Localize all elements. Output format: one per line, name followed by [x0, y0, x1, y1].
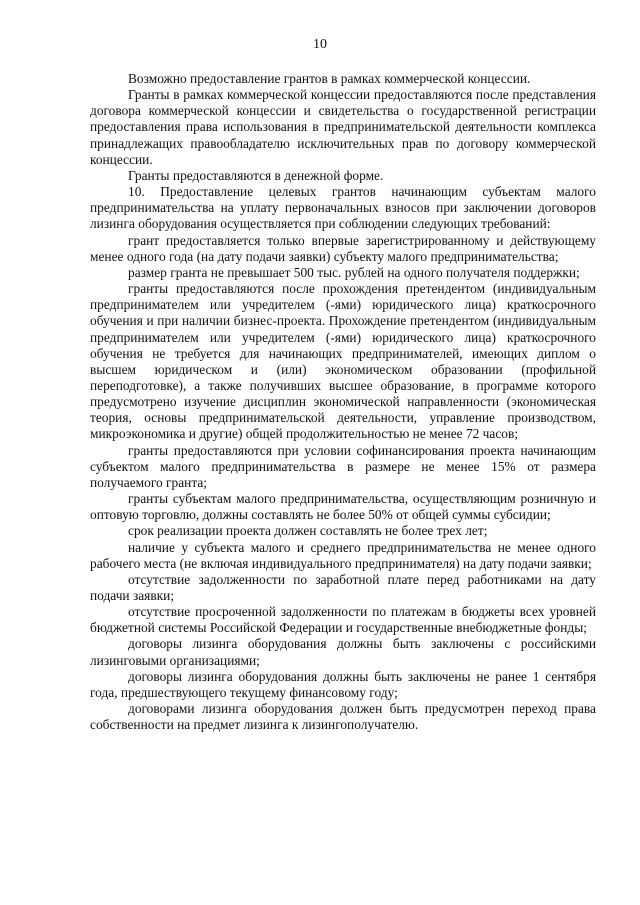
paragraph: срок реализации проекта должен составлять не более трех лет;	[128, 523, 488, 539]
paragraph: отсутствие просроченной задолженности по платежам в бюджеты всех уровней бюджетной системы Российской Федерации и государственные внебюджетные фонды;	[90, 604, 596, 636]
paragraph: договоры лизинга оборудования должны быть заключены с российскими лизинговыми организациями;	[90, 636, 596, 668]
paragraph: 10. Предоставление целевых грантов начинающим субъектам малого предпринимательства на уплату первоначальных взносов при заключении договоров лизинга оборудования осуществляется при соблюдении следующих требований:	[90, 184, 596, 232]
paragraph: грант предоставляется только впервые зарегистрированному и действующему менее одного года (на дату подачи заявки) субъекту малого предпринимательства;	[90, 232, 596, 264]
paragraph: Возможно предоставление грантов в рамках коммерческой концессии.	[128, 71, 531, 86]
paragraph: отсутствие задолженности по заработной плате перед работниками на дату подачи заявки;	[90, 571, 596, 603]
paragraph: гранты субъектам малого предпринимательства, осуществляющим розничную и оптовую торговлю, должны составлять не более 50% от общей суммы субсидии;	[90, 491, 596, 523]
paragraph: гранты предоставляются при условии софинансирования проекта начинающим субъектом малого предпринимательства в размере не менее 15% от размера получаемого гранта;	[90, 442, 596, 490]
document-body	[90, 71, 596, 733]
paragraph: гранты предоставляются после прохождения претендентом (индивидуальным предпринимателем или учредителем (-ями) юридического лица) краткосрочного обучения и при наличии бизнес-проекта. Прохождение претендентом (индивидуальным предпринимателем или учредителем (-ями) юридического лица) краткосрочного обучения не требуется для начинающих предпринимателей, имеющих диплом о высшем юридическом и (или) экономическом образовании (профильной переподготовке), а также получивших высшее образование, в программе которого предусмотрено изучение дисциплин экономической направленности (экономическая теория, основы предпринимательской деятельности, управление производством, микроэкономика и другие) общей продолжительностью не менее 72 часов;	[90, 281, 596, 442]
paragraph: договоры лизинга оборудования должны быть заключены не ранее 1 сентября года, предшествующего текущему финансовому году;	[90, 668, 596, 700]
paragraph: Гранты в рамках коммерческой концессии предоставляются после представления договора коммерческой концессии и свидетельства о государственной регистрации предоставления права использования в предпринимательской деятельности комплекса принадлежащих правообладателю исключительных прав по договору коммерческой концессии.	[90, 87, 596, 167]
paragraph: Гранты предоставляются в денежной форме.	[128, 167, 384, 183]
paragraph: договорами лизинга оборудования должен быть предусмотрен переход права собственности на предмет лизинга к лизингополучателю.	[90, 701, 596, 733]
page-number: 10	[313, 37, 327, 52]
paragraph: наличие у субъекта малого и среднего предпринимательства не менее одного рабочего места (не включая индивидуального предпринимателя) на дату подачи заявки;	[90, 539, 596, 571]
paragraph: размер гранта не превышает 500 тыс. рублей на одного получателя поддержки;	[128, 264, 580, 280]
